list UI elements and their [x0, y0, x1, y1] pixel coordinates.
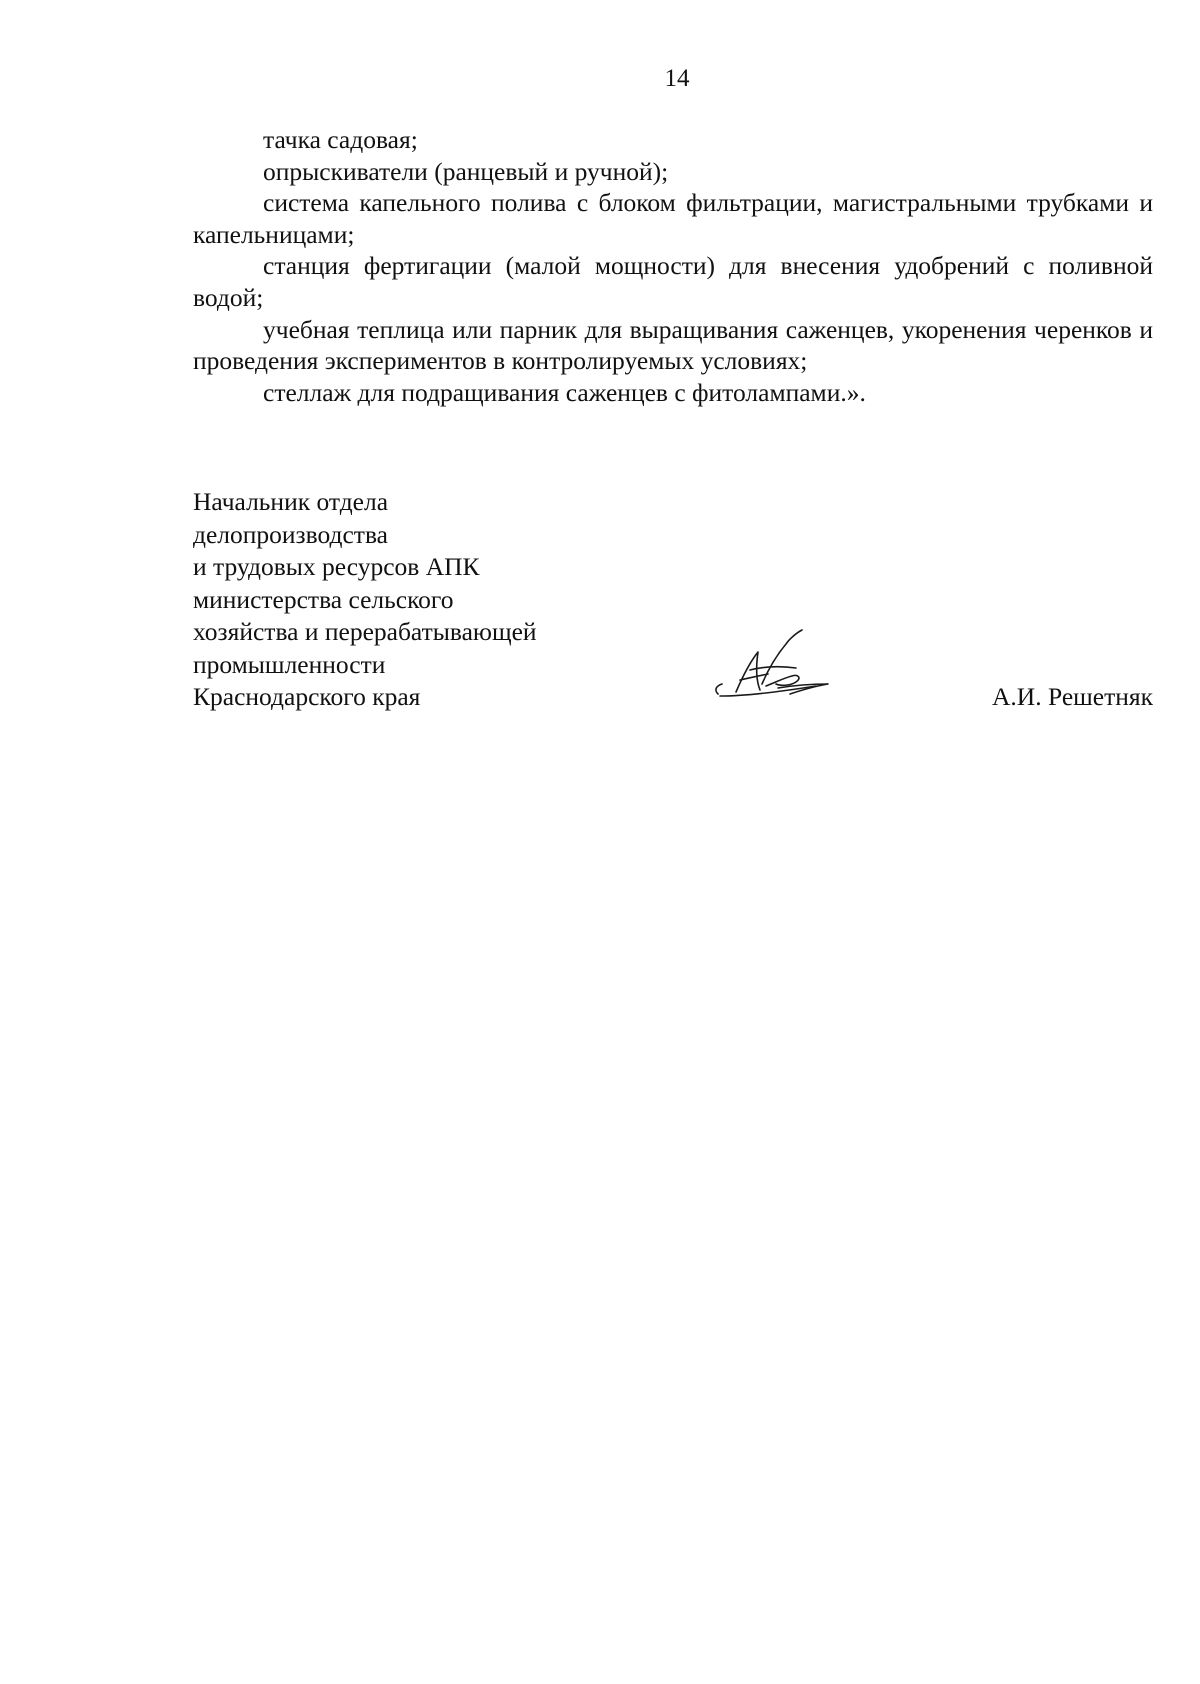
signer-title-line: хозяйства и перерабатывающей	[193, 617, 537, 646]
signer-name: А.И. Решетняк	[992, 682, 1153, 711]
signature-block	[193, 486, 1153, 736]
signer-title-line: Начальник отдела	[193, 487, 389, 516]
list-item: опрыскиватели (ранцевый и ручной);	[263, 156, 669, 186]
signer-title-line: и трудовых ресурсов АПК	[193, 552, 480, 581]
signer-title-line: промышленности	[193, 649, 386, 679]
list-item: стеллаж для подращивания саженцев с фитолампами.».	[263, 377, 866, 407]
handwritten-signature	[706, 626, 836, 706]
page-number: 14	[664, 65, 690, 92]
list-item: тачка садовая;	[263, 125, 418, 154]
signer-title-line: делопроизводства	[193, 519, 388, 549]
signer-title-line: министерства сельского	[193, 584, 454, 614]
list-item: учебная теплица или парник для выращивания саженцев, укоренения черенков и проведения экспериментов в контролируемых условиях;	[193, 314, 1153, 376]
list-item: станция фертигации (малой мощности) для внесения удобрений с поливной водой;	[193, 251, 1153, 312]
signer-title-line: Краснодарского края	[193, 682, 421, 711]
list-item: система капельного полива с блоком фильтрации, магистральными трубками и капельницами;	[193, 188, 1153, 249]
equipment-list	[193, 124, 1153, 408]
signer-title	[193, 486, 537, 714]
